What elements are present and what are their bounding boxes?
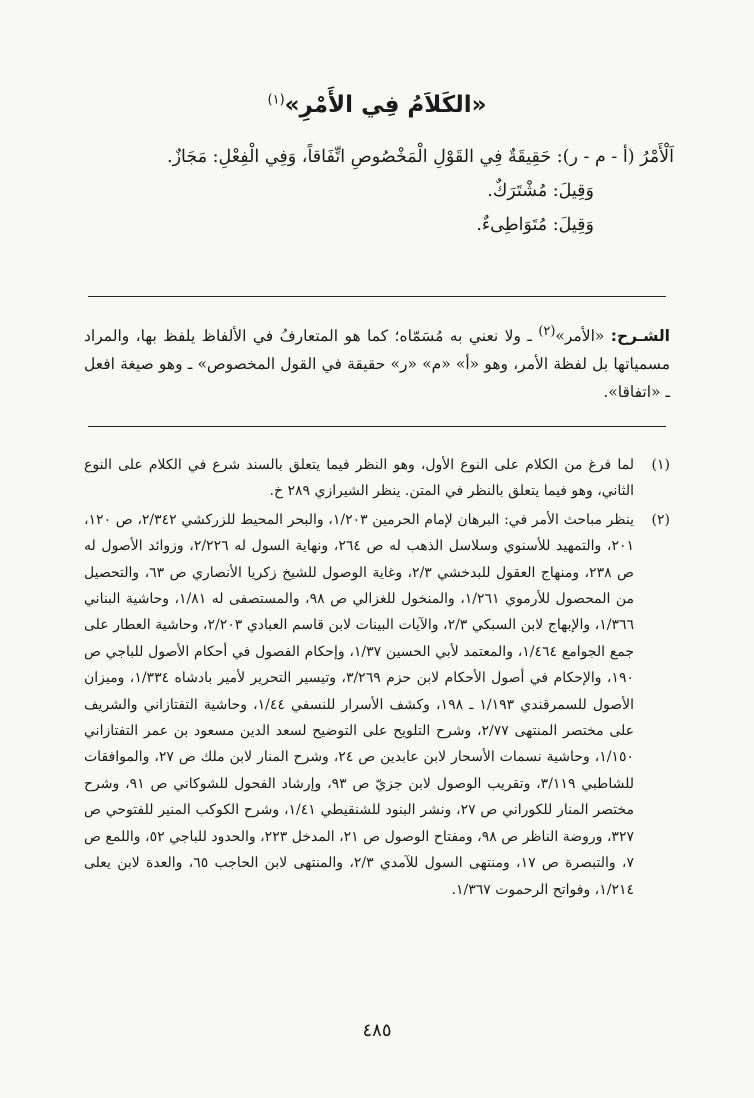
commentary xyxy=(84,318,670,406)
page-number: ٤٨٥ xyxy=(362,1020,392,1041)
commentary-label: الشـرح: xyxy=(610,327,670,346)
qil-line-2: وَقِيلَ: مُتَوَاطِىءٌ. xyxy=(476,215,594,235)
footnote-number: (٢) xyxy=(651,511,670,528)
commentary-footnote-ref: (٢) xyxy=(538,324,556,339)
footnote-number: (١) xyxy=(651,457,670,473)
footnote-item xyxy=(84,452,670,505)
commentary-quote: «الأمر» xyxy=(555,327,605,346)
main-text-line: اَلْأَمْرُ (أ - م - ر): حَقِيقَةٌ فِي القَوْلِ الْمَخْصُوصِ اتِّفَاقاً، وَفِي الْفِعْلِ: مَجَازٌ. xyxy=(167,147,674,167)
footnote-text: لما فرغ من الكلام على النوع الأول، وهو النظر فيما يتعلق بالسند شرع في الكلام على النوع الثاني، وهو فيما يتعلق بالنظر في المتن. ينظر الشيرازي ٢٨٩ خ. xyxy=(84,457,634,500)
footnotes xyxy=(84,452,670,905)
chapter-title-text: «الكَلاَمُ فِي الأَمْرِ» xyxy=(284,92,487,118)
footnote-separator xyxy=(88,426,666,427)
footnote-text: ينظر مباحث الأمر في: البرهان لإمام الحرمين ١/٢٠٣، والبحر المحيط للزركشي ٢/٣٤٢، ص ١٢٠، ٢٠١، والتمهيد للأسنوي وسلاسل الذهب له ص ٢٦٤، ونهاية السول له ٢/٢٢٦، وزوائد الأصول له ص ٢٣٨، ومنهاج العقول للبدخشي ٢/٣، وغاية الوصول للشيخ زكريا الأنصاري ص ٦٣، والتحصيل من المحصول للأرموي ١/٢٦١، والمنخول للغزالي ص ٩٨، والمستصفى له ١/٨١، وحاشية البناني ١/٣٦٦، والإبهاج لابن السبكي ٢/٣، والآيات البينات لابن قاسم العبادي ٢/٢٠٣، وحاشية العطار على جمع الجوامع ١/٤٦٤، والمعتمد لأبي الحسين ١/٣٧، وإحكام الفصول في أحكام الأصول للباجي ص ١٩٠، والإحكام في أصول الأحكام لابن حزم ٣/٢٦٩، وتيسير التحرير لأمير بادشاه ١/٣٣٤، وميزان الأصول للسمرقندي ١/١٩٣ ـ ١٩٨، وكشف الأسرار للنسفي ١/٤٤، وحاشية التفتازاني والشريف على مختصر المنتهى ٢/٧٧، وشرح التلويح على التوضيح لسعد الدين مسعود بن عمر التفتازاني ١/١٥٠، وحاشية نسمات الأسحار لابن عابدين ص ٢٤، وشرح المنار لابن ملك ص ٢٧، والموافقات للشاطبي ٣/١١٩، وتقريب الوصول لابن جزيّ ص ٩٣، وإرشاد الفحول للشوكاني ص ٩١، وشرح مختصر المنار للكوراني ص ٢٧، ونشر البنود للشنقيطي ١/٤١، وشرح الكوكب المنير للفتوحي ص ٣٢٧، وروضة الناظر ص ٩٨، ومفتاح الوصول ص ٢١، المدخل ٢٢٣، والحدود للباجي ٥٢، واللمع ص ٧، والتبصرة ص ١٧، ومنتهى السول للآمدي ٢/٣، والمنتهى لابن الحاجب ٦٥، والعدة لابن يعلى ١/٢١٤، وفواتح الرحموت ١/٣٦٧. xyxy=(84,511,635,898)
qil-line-1: وَقِيلَ: مُشْتَرَكٌ. xyxy=(487,181,594,201)
commentary-text: ـ ولا نعني به مُسَمّاه؛ كما هو المتعارفُ في الألفاظ يلفظ بها، والمراد مسمياتها بل لفظة الأمر، وهو «أ» «م» «ر» حقيقة في القول المخصوص» ـ وهو صيغة افعل ـ «اتفاقا». xyxy=(84,327,670,402)
footnote-item xyxy=(84,507,670,903)
title-footnote-ref: (١) xyxy=(267,92,285,108)
chapter-title xyxy=(0,92,754,118)
separator-rule xyxy=(88,296,666,297)
main-text xyxy=(80,140,674,242)
